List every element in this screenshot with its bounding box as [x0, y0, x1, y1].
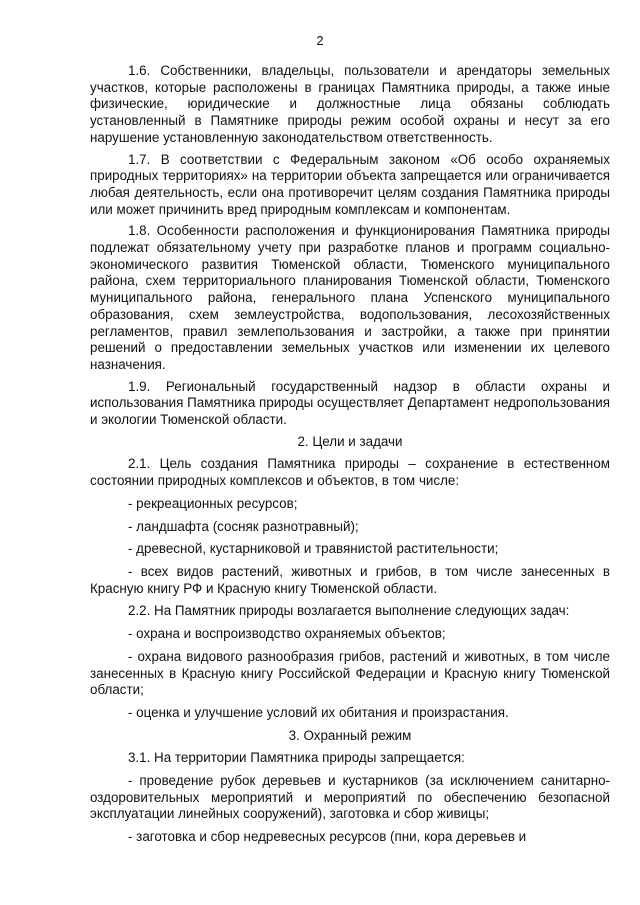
list-item: - заготовка и сбор недревесных ресурсов (пни, кора деревьев и	[128, 829, 527, 845]
list-item: - ландшафта (сосняк разнотравный);	[128, 518, 359, 534]
document-body	[90, 63, 610, 852]
list-item: - оценка и улучшение условий их обитания и произрастания.	[128, 704, 509, 720]
list-item: - охрана и воспроизводство охраняемых объектов;	[128, 626, 446, 642]
list-item: - охрана видового разнообразия грибов, растений и животных, в том числе занесенных в Красную книгу Российской Федерации и Красную книгу Тюменской области;	[90, 648, 610, 698]
paragraph-1-7: 1.7. В соответствии с Федеральным законом «Об особо охраняемых природных территориях» на территории объекта запрещается или ограничивается любая деятельность, если она противоречит целям создания Памятника природы или может причинить вред природным комплексам и компонентам.	[90, 151, 610, 217]
paragraph-2-2: 2.2. На Памятник природы возлагается выполнение следующих задач:	[128, 603, 570, 619]
paragraph-1-6: 1.6. Собственники, владельцы, пользователи и арендаторы земельных участков, которые расположены в границах Памятника природы, а также иные физические, юридические и должностные лица обязаны соблюдать установленный в Памятнике природы режим особой охраны и несут за его нарушение установленную законодательством ответственность.	[90, 63, 610, 145]
section-3-heading: 3. Охранный режим	[288, 727, 412, 743]
paragraph-3-1: 3.1. На территории Памятника природы запрещается:	[128, 750, 465, 766]
list-item: - всех видов растений, животных и грибов, в том числе занесенных в Красную книгу РФ и Красную книгу Тюменской области.	[90, 563, 610, 596]
section-2-heading: 2. Цели и задачи	[297, 433, 403, 449]
list-item: - древесной, кустарниковой и травянистой растительности;	[128, 541, 499, 557]
paragraph-2-1: 2.1. Цель создания Памятника природы – сохранение в естественном состоянии природных комплексов и объектов, в том числе:	[90, 456, 610, 489]
paragraph-1-8: 1.8. Особенности расположения и функционирования Памятника природы подлежат обязательному учету при разработке планов и программ социально-экономического развития Тюменской области, Тюменского муниципального района, схем территориального планирования Тюменской области, Тюменского муниципального района, генерального плана Успенского муниципального образования, схем землеустройства, водопользования, лесохозяйственных регламентов, правил землепользования и застройки, а также при принятии решений о предоставлении земельных участков или изменении их целевого назначения.	[90, 223, 610, 372]
paragraph-1-9: 1.9. Региональный государственный надзор в области охраны и использования Памятника природы осуществляет Департамент недропользования и экологии Тюменской области.	[90, 378, 610, 428]
list-item: - проведение рубок деревьев и кустарников (за исключением санитарно-оздоровительных мероприятий и мероприятий по обеспечению безопасной эксплуатации линейных сооружений), заготовка и сбор живицы;	[90, 773, 610, 822]
page-number: 2	[316, 33, 324, 48]
list-item: - рекреационных ресурсов;	[128, 495, 298, 511]
